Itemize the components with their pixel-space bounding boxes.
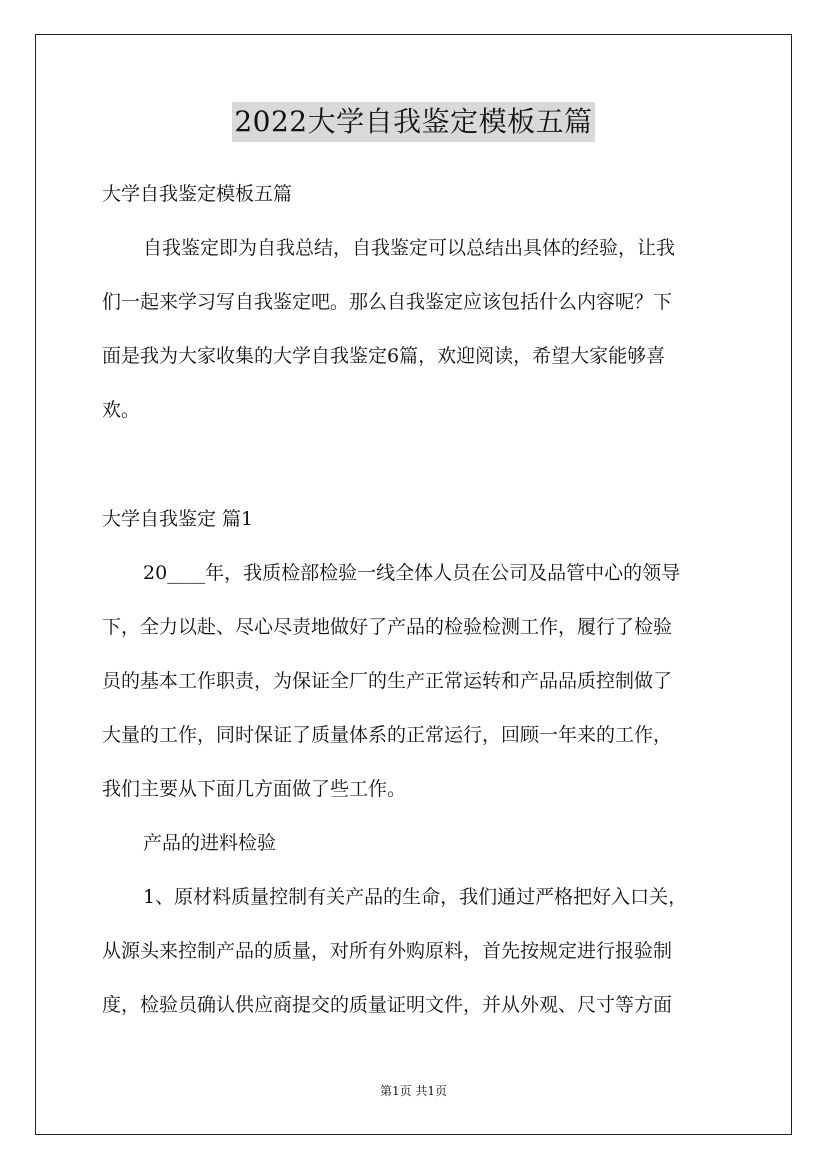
paragraph-line: 面是我为大家收集的大学自我鉴定6篇，欢迎阅读，希望大家能够喜	[102, 345, 666, 367]
page-number-footer: 第1页 共1页	[379, 1084, 448, 1098]
paragraph-line: 1、原材料质量控制有关产品的生命，我们通过严格把好入口关，	[143, 886, 688, 908]
subtitle-line: 大学自我鉴定模板五篇	[102, 183, 293, 205]
paragraph-line: 们一起来学习写自我鉴定吧。那么自我鉴定应该包括什么内容呢？下	[102, 291, 673, 313]
title-container	[0, 102, 827, 142]
subsection-heading: 产品的进料检验	[143, 832, 277, 854]
paragraph-line: 度，检验员确认供应商提交的质量证明文件，并从外观、尺寸等方面	[102, 994, 673, 1016]
paragraph-line: 大量的工作，同时保证了质量体系的正常运行，回顾一年来的工作，	[102, 724, 673, 746]
paragraph-line: 欢。	[102, 399, 141, 421]
paragraph-line: 自我鉴定即为自我总结，自我鉴定可以总结出具体的经验，让我	[143, 237, 676, 259]
paragraph-line: 我们主要从下面几方面做了些工作。	[102, 778, 407, 800]
section-heading: 大学自我鉴定 篇1	[102, 508, 254, 530]
paragraph-line: 从源头来控制产品的质量，对所有外购原料，首先按规定进行报验制	[102, 940, 673, 962]
paragraph-line: 20____年，我质检部检验一线全体人员在公司及品管中心的领导	[143, 562, 681, 584]
paragraph-line: 员的基本工作职责，为保证全厂的生产正常运转和产品品质控制做了	[102, 670, 673, 692]
paragraph-line: 下，全力以赴、尽心尽责地做好了产品的检验检测工作，履行了检验	[102, 616, 673, 638]
document-title: 2022大学自我鉴定模板五篇	[232, 102, 594, 142]
